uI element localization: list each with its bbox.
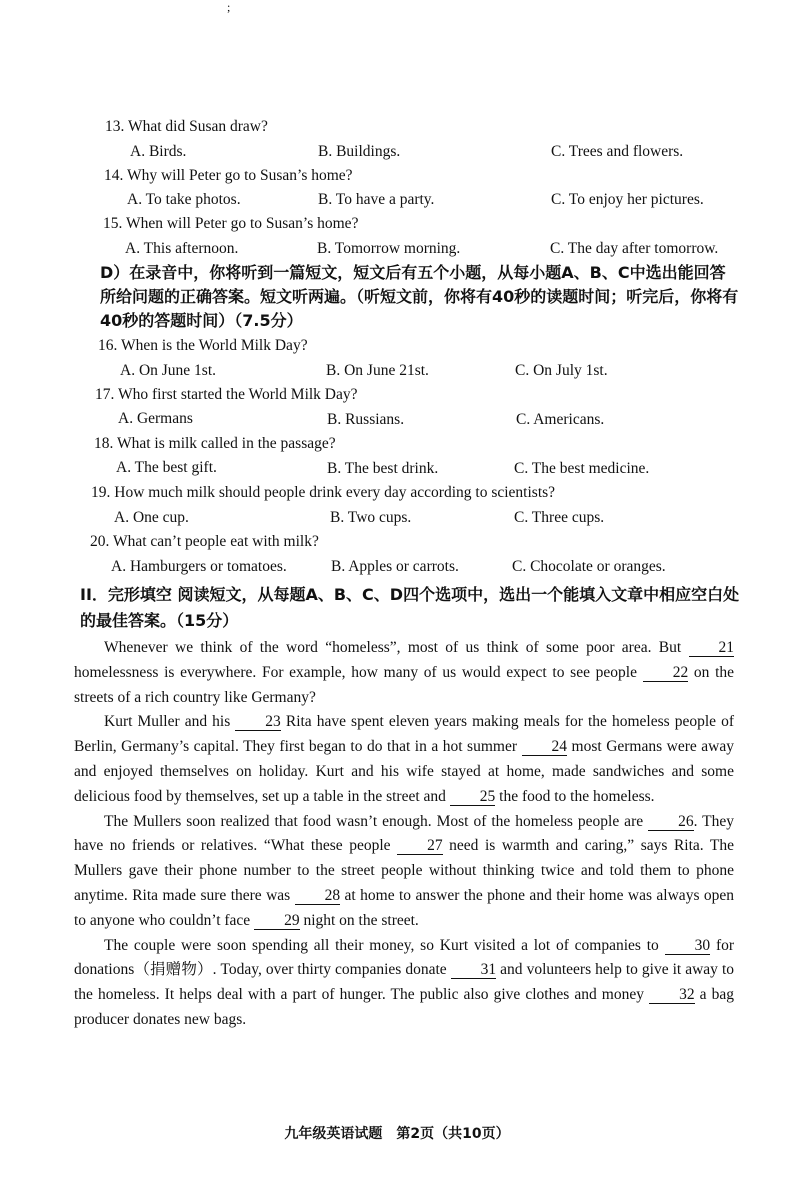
passage-paragraph-1: Whenever we think of the word “homeless”, most of us think of some poor area. But 21 homelessness is everywhere. For example, how many of us would expect to see people 22 on the streets of a rich country like Germany? <box>74 639 735 706</box>
q19-option-a: A. One cup. <box>114 509 189 526</box>
question-17: 17. Who first started the World Milk Day? <box>95 386 358 403</box>
blank-26: 26 <box>648 814 694 831</box>
question-16: 16. When is the World Milk Day? <box>98 337 308 354</box>
question-19: 19. How much milk should people drink every day according to scientists? <box>91 484 556 501</box>
blank-27: 27 <box>397 838 443 855</box>
q15-option-c: C. The day after tomorrow. <box>550 240 719 257</box>
blank-30: 30 <box>665 938 711 955</box>
q18-option-b: B. The best drink. <box>327 460 439 477</box>
q16-option-c: C. On July 1st. <box>515 362 608 379</box>
blank-21: 21 <box>689 640 735 657</box>
q18-option-a: A. The best gift. <box>116 459 217 476</box>
passage-paragraph-2: Kurt Muller and his 23 Rita have spent eleven years making meals for the homeless people of Berlin, Germany’s capital. They first began to do that in a hot summer 24 most Germans were away and enjoyed themselves on holiday. Kurt and his wife stayed at home, made sandwiches and some delicious food by themselves, set up a table in the street and 25 the food to the homeless. <box>74 713 734 805</box>
q17-option-a: A. Germans <box>118 410 193 427</box>
cloze-passage <box>74 636 734 1033</box>
blank-29: 29 <box>254 913 300 930</box>
q19-option-b: B. Two cups. <box>330 509 412 526</box>
q15-option-a: A. This afternoon. <box>125 240 239 257</box>
q17-option-b: B. Russians. <box>327 411 405 428</box>
blank-24: 24 <box>522 739 568 756</box>
blank-32: 32 <box>649 987 695 1004</box>
passage-paragraph-3: The Mullers soon realized that food wasn’t enough. Most of the homeless people are 26. They have no friends or relatives. “What these people 27 need is warmth and caring,” says Rita. The Mullers gave their phone number to the street people without thinking twice and told them to phone anytime. Rita made sure there was 28 at home to answer the phone and their home was always open to anyone who couldn’t face 29 night on the street. <box>74 812 735 929</box>
question-14: 14. Why will Peter go to Susan’s home? <box>104 167 353 184</box>
blank-23: 23 <box>235 714 281 731</box>
q15-option-b: B. Tomorrow morning. <box>317 240 461 257</box>
q20-option-b: B. Apples or carrots. <box>331 558 459 575</box>
q18-option-c: C. The best medicine. <box>514 460 650 477</box>
q16-option-b: B. On June 21st. <box>326 362 429 379</box>
q20-option-a: A. Hamburgers or tomatoes. <box>111 558 287 575</box>
q13-option-a: A. Birds. <box>130 143 187 160</box>
top-mark: ; <box>227 0 231 14</box>
q14-option-a: A. To take photos. <box>127 191 241 208</box>
passage-paragraph-4: The couple were soon spending all their money, so Kurt visited a lot of companies to 30 for donations（捐赠物）. Today, over thirty companies donate 31 and volunteers help to give it away to the homeless. It helps deal with a part of hunger. The public also give clothes and money 32 a bag producer donates new bags. <box>74 936 735 1028</box>
q20-option-c: C. Chocolate or oranges. <box>512 558 666 575</box>
q13-option-c: C. Trees and flowers. <box>551 143 684 160</box>
section-d-instructions: D）在录音中，你将听到一篇短文，短文后有五个小题，从每小题A、B、C中选出能回答所给问题的正确答案。短文听两遍。（听短文前，你将有40秒的读题时间；听完后，你将有40秒的答题时间）（7.5分） <box>100 263 739 330</box>
q17-option-c: C. Americans. <box>516 411 605 428</box>
page-footer: 九年级英语试题 第2页（共10页） <box>284 1126 510 1142</box>
q14-option-b: B. To have a party. <box>318 191 435 208</box>
question-15: 15. When will Peter go to Susan’s home? <box>103 215 359 232</box>
q16-option-a: A. On June 1st. <box>120 362 217 379</box>
question-13: 13. What did Susan draw? <box>105 118 268 135</box>
q19-option-c: C. Three cups. <box>514 509 605 526</box>
blank-25: 25 <box>450 789 496 806</box>
question-20: 20. What can’t people eat with milk? <box>90 533 319 550</box>
q13-option-b: B. Buildings. <box>318 143 401 160</box>
blank-28: 28 <box>295 888 341 905</box>
blank-31: 31 <box>451 962 497 979</box>
question-18: 18. What is milk called in the passage? <box>94 435 336 452</box>
blank-22: 22 <box>643 665 689 682</box>
section-ii-instructions: II．完形填空 阅读短文，从每题A、B、C、D四个选项中，选出一个能填入文章中相应空白处的最佳答案。（15分） <box>80 585 740 630</box>
q14-option-c: C. To enjoy her pictures. <box>551 191 704 208</box>
